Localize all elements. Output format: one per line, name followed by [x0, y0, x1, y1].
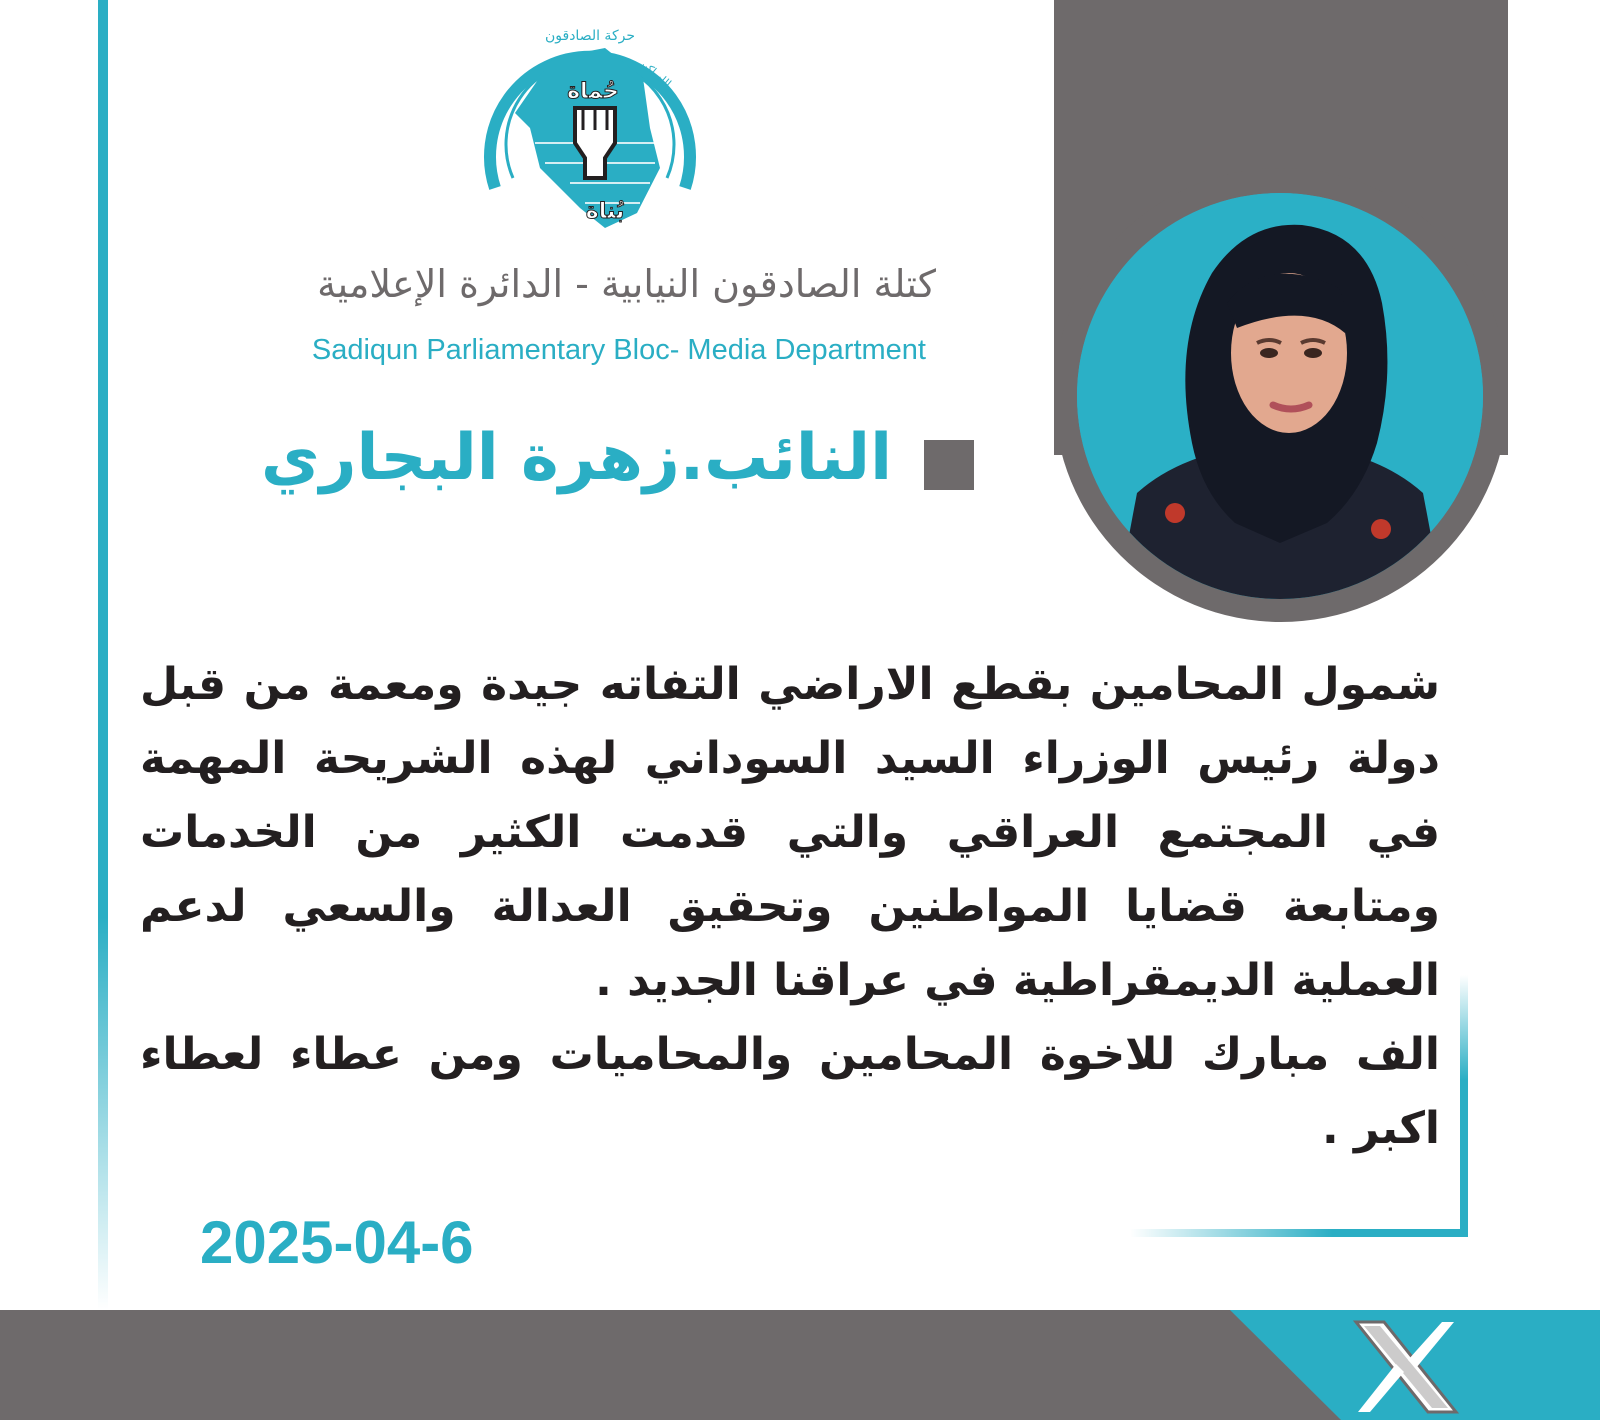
bloc-title-arabic: كتلة الصادقون النيابية - الدائرة الإعلامية	[317, 262, 936, 306]
frame-accent-vertical	[1460, 975, 1468, 1237]
sadiqun-logo	[475, 18, 705, 248]
bloc-title-english: Sadiqun Parliamentary Bloc- Media Department	[311, 334, 926, 366]
logo-slogan-bottom: بُناة	[585, 199, 625, 224]
frame-accent-horizontal	[1130, 1229, 1468, 1237]
post-date: 2025-04-6	[200, 1209, 474, 1276]
statement-paragraph: شمول المحامين بقطع الاراضي التفاته جيدة ومعمة من قبل دولة رئيس الوزراء السيد السوداني لهذه الشريحة المهمة في المجتمع العراقي والتي قدمت الكثير من الخدمات ومتابعة قضايا المواطنين وتحقيق العدالة والسعي لدعم العملية الديمقراطية في عراقنا الجديد .	[140, 659, 1440, 1006]
sadiqun-logo-icon	[475, 18, 705, 248]
speaker-portrait	[1077, 193, 1483, 599]
name-marker-square	[924, 440, 974, 490]
speaker-name: النائب.زهرة البجاري	[260, 421, 892, 495]
logo-slogan-top: حُماة	[567, 79, 619, 104]
statement-body	[140, 648, 1440, 1166]
x-logo-icon[interactable]	[1350, 1318, 1462, 1416]
portrait-illustration	[1077, 193, 1483, 599]
logo-org-name: حركة الصادقون	[544, 28, 636, 44]
left-accent-bar	[98, 0, 108, 1310]
statement-paragraph: الف مبارك للاخوة المحامين والمحاميات ومن عطاء لعطاء اكبر .	[140, 1029, 1440, 1154]
logo-arc-text: الله اكبر	[636, 56, 674, 91]
x-logo-icon-graphic	[1350, 1318, 1462, 1416]
